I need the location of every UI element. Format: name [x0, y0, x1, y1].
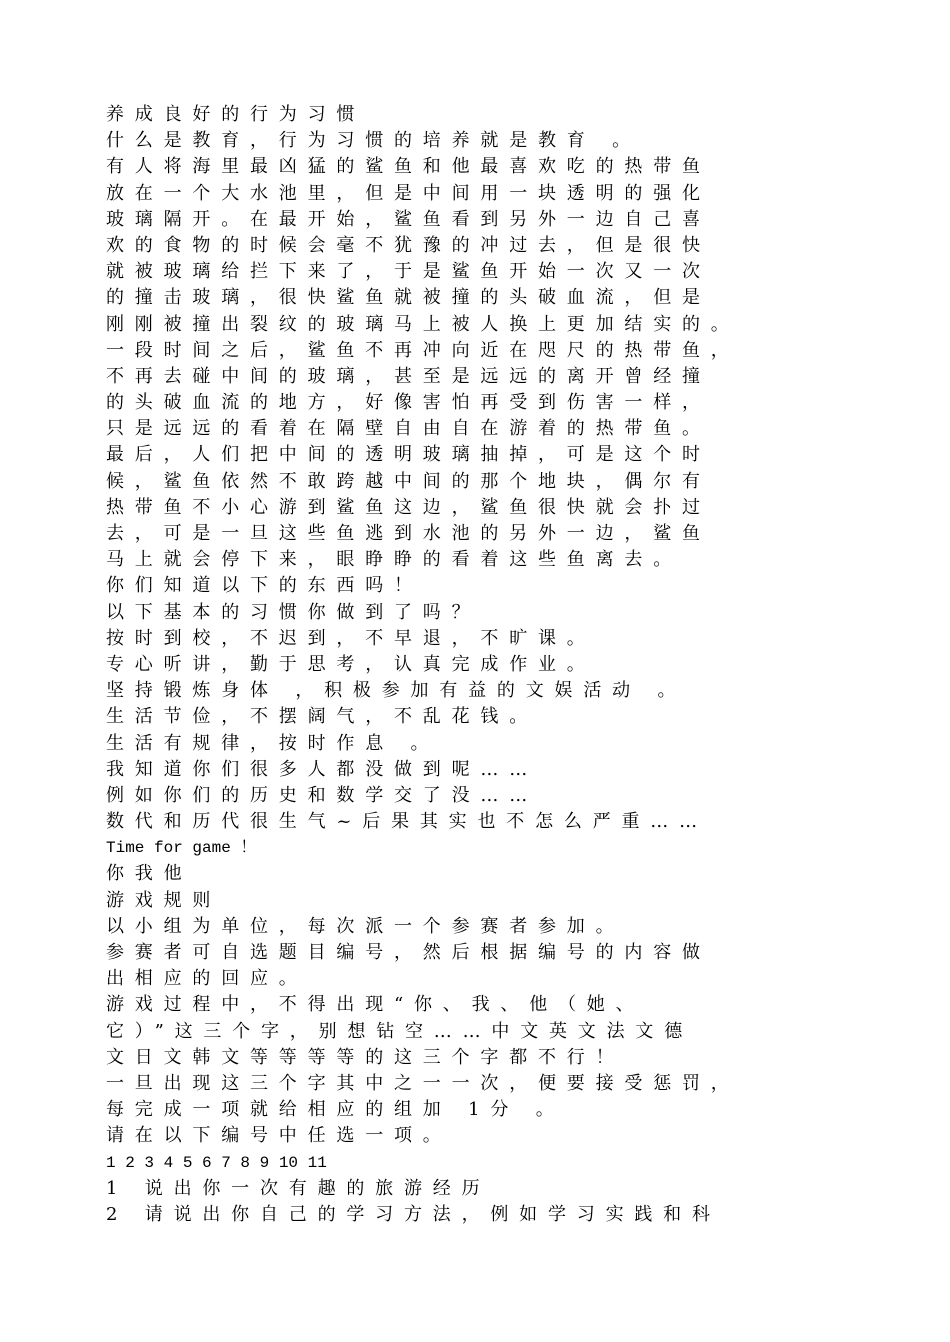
text-line: 就被玻璃给拦下来了，于是鲨鱼开始一次又一次	[106, 261, 711, 283]
text-line: 欢的食物的时候会毫不犹豫的冲过去，但是很快	[106, 234, 711, 256]
text-line: 马上就会停下来，眼睁睁的看着这些鱼离去。	[106, 549, 682, 571]
text-line: 候，鲨鱼依然不敢跨越中间的那个地块，偶尔有	[106, 470, 711, 492]
text-line: 以下基本的习惯你做到了吗？	[106, 601, 481, 623]
rule-line: 它）”这三个字，别想钻空……中文英文法文德	[106, 1020, 693, 1042]
rule-line: 出相应的回应。	[106, 968, 308, 990]
question-item: 2 请说出你自己的学习方法，例如学习实践和科	[106, 1203, 721, 1225]
list-item: 生活有规律，按时作息 。	[106, 732, 440, 754]
text-line: 的头破血流的地方，好像害怕再受到伤害一样，	[106, 392, 711, 414]
text-line: 什么是教育，行为习惯的培养就是教育 。	[106, 130, 641, 152]
text-line: 放在一个大水池里，但是中间用一块透明的强化	[106, 182, 711, 204]
text-line: 去，可是一旦这些鱼逃到水池的另外一边，鲨鱼	[106, 523, 711, 544]
rule-line: 文日文韩文等等等等的这三个字都不行！	[106, 1046, 625, 1068]
title-line: 养成良好的行为习惯	[106, 104, 366, 125]
text-line: 只是远远的看着在隔壁自由自在游着的热带鱼。	[106, 418, 711, 440]
text-line: 刚刚被撞出裂纹的玻璃马上被人换上更加结实的。	[106, 313, 740, 335]
number-list: 1 2 3 4 5 6 7 8 9 10 11	[106, 1153, 327, 1172]
rule-line: 参赛者可自选题目编号，然后根据编号的内容做	[106, 942, 711, 963]
list-item: 按时到校，不迟到，不早退，不旷课。	[106, 627, 596, 649]
text-line: 玻璃隔开。在最开始，鲨鱼看到另外一边自己喜	[106, 208, 711, 230]
question-item: 1 说出你一次有趣的旅游经历	[106, 1177, 491, 1199]
list-item: 专心听讲，勤于思考，认真完成作业。	[106, 653, 596, 675]
list-item: 坚持锻炼身体 ，积极参加有益的文娱活动 。	[106, 680, 687, 702]
rule-line: 一旦出现这三个字其中之一一次，便要接受惩罚，	[106, 1072, 740, 1094]
text-line: 不再去碰中间的玻璃，甚至是远远的离开曾经撞	[106, 365, 711, 387]
document-body	[106, 102, 866, 1228]
text-line: 热带鱼不小心游到鲨鱼这边，鲨鱼很快就会扑过	[106, 496, 711, 518]
text-line: 最后，人们把中间的透明玻璃抽掉，可是这个时	[106, 444, 711, 466]
rule-line: 以小组为单位，每次派一个参赛者参加。	[106, 915, 625, 937]
rule-line: 每完成一项就给相应的组加 1分 。	[106, 1099, 565, 1121]
rule-line: 请在以下编号中任选一项。	[106, 1125, 452, 1147]
section-heading: Time for game ！	[106, 839, 257, 858]
text-line: 例如你们的历史和数学交了没……	[106, 784, 538, 806]
text-line: 我知道你们很多人都没做到呢……	[106, 758, 538, 780]
section-heading: 游戏规则	[106, 889, 222, 911]
text-line: 有人将海里最凶猛的鲨鱼和他最喜欢吃的热带鱼	[106, 156, 711, 178]
text-line: 你们知道以下的东西吗！	[106, 575, 423, 597]
text-line: 的撞击玻璃，很快鲨鱼就被撞的头破血流，但是	[106, 287, 711, 309]
section-heading: 你我他	[106, 863, 193, 885]
text-line: 一段时间之后，鲨鱼不再冲向近在咫尺的热带鱼，	[106, 339, 740, 361]
text-line: 数代和历代很生气~后果其实也不怎么严重……	[106, 811, 708, 833]
rule-line: 游戏过程中，不得出现“你、我、他（她、	[106, 994, 645, 1016]
list-item: 生活节俭，不摆阔气，不乱花钱。	[106, 706, 538, 728]
